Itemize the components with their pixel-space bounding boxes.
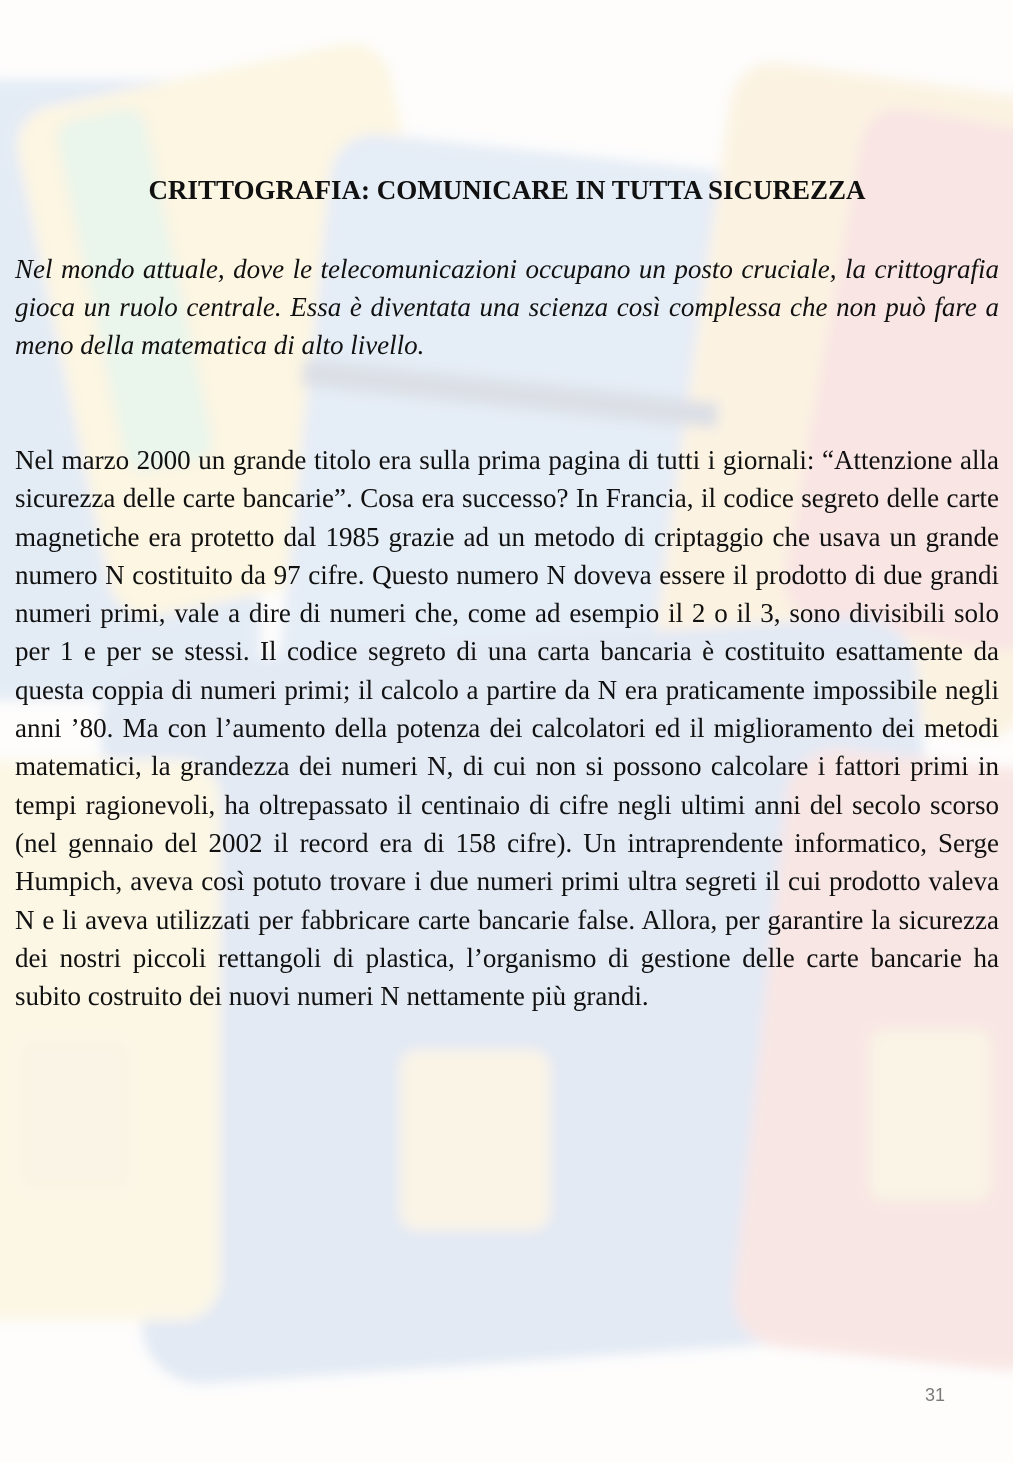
body-paragraph: Nel marzo 2000 un grande titolo era sulla prima pagina di tutti i giornali: “Attenzione alla sicurezza delle carte bancarie”. Cosa era successo? In Francia, il codice segreto delle carte magnetiche era protetto dal 1985 grazie ad un metodo di criptaggio che usava un grande numero N costituito da 97 cifre. Questo numero N doveva essere il prodotto di due grandi numeri primi, vale a dire di numeri che, come ad esempio il 2 o il 3, sono divisibili solo per 1 e per se stessi. Il codice segreto di una carta bancaria è costituito esattamente da questa coppia di numeri primi; il calcolo a partire da N era praticamente impossibile negli anni ’80. Ma con l’aumento della potenza dei calcolatori ed il miglioramento dei metodi matematici, la grandezza dei numeri N, di cui non si possono calcolare i fattori primi in tempi ragionevoli, ha oltrepassato il centinaio di cifre negli ultimi anni del secolo scorso (nel gennaio del 2002 il record era di 158 cifre). Un intraprendente informatico, Serge Humpich, aveva così potuto trovare i due numeri primi ultra segreti il cui prodotto valeva N e li aveva utilizzati per fabbricare carte bancarie false. Allora, per garantire la sicurezza dei nostri piccoli rettangoli di plastica, l’organismo di gestione delle carte bancarie ha subito costruito dei nuovi numeri N nettamente più grandi. — [15, 445, 999, 1012]
page-title: CRITTOGRAFIA: COMUNICARE IN TUTTA SICUREZZA — [148, 175, 866, 205]
intro-paragraph: Nel mondo attuale, dove le telecomunicazioni occupano un posto cruciale, la crittografia gioca un ruolo centrale. Essa è diventata una scienza così complessa che non può fare a meno della matematica di alto livello. — [15, 254, 999, 360]
page-number: 31 — [924, 1385, 946, 1405]
